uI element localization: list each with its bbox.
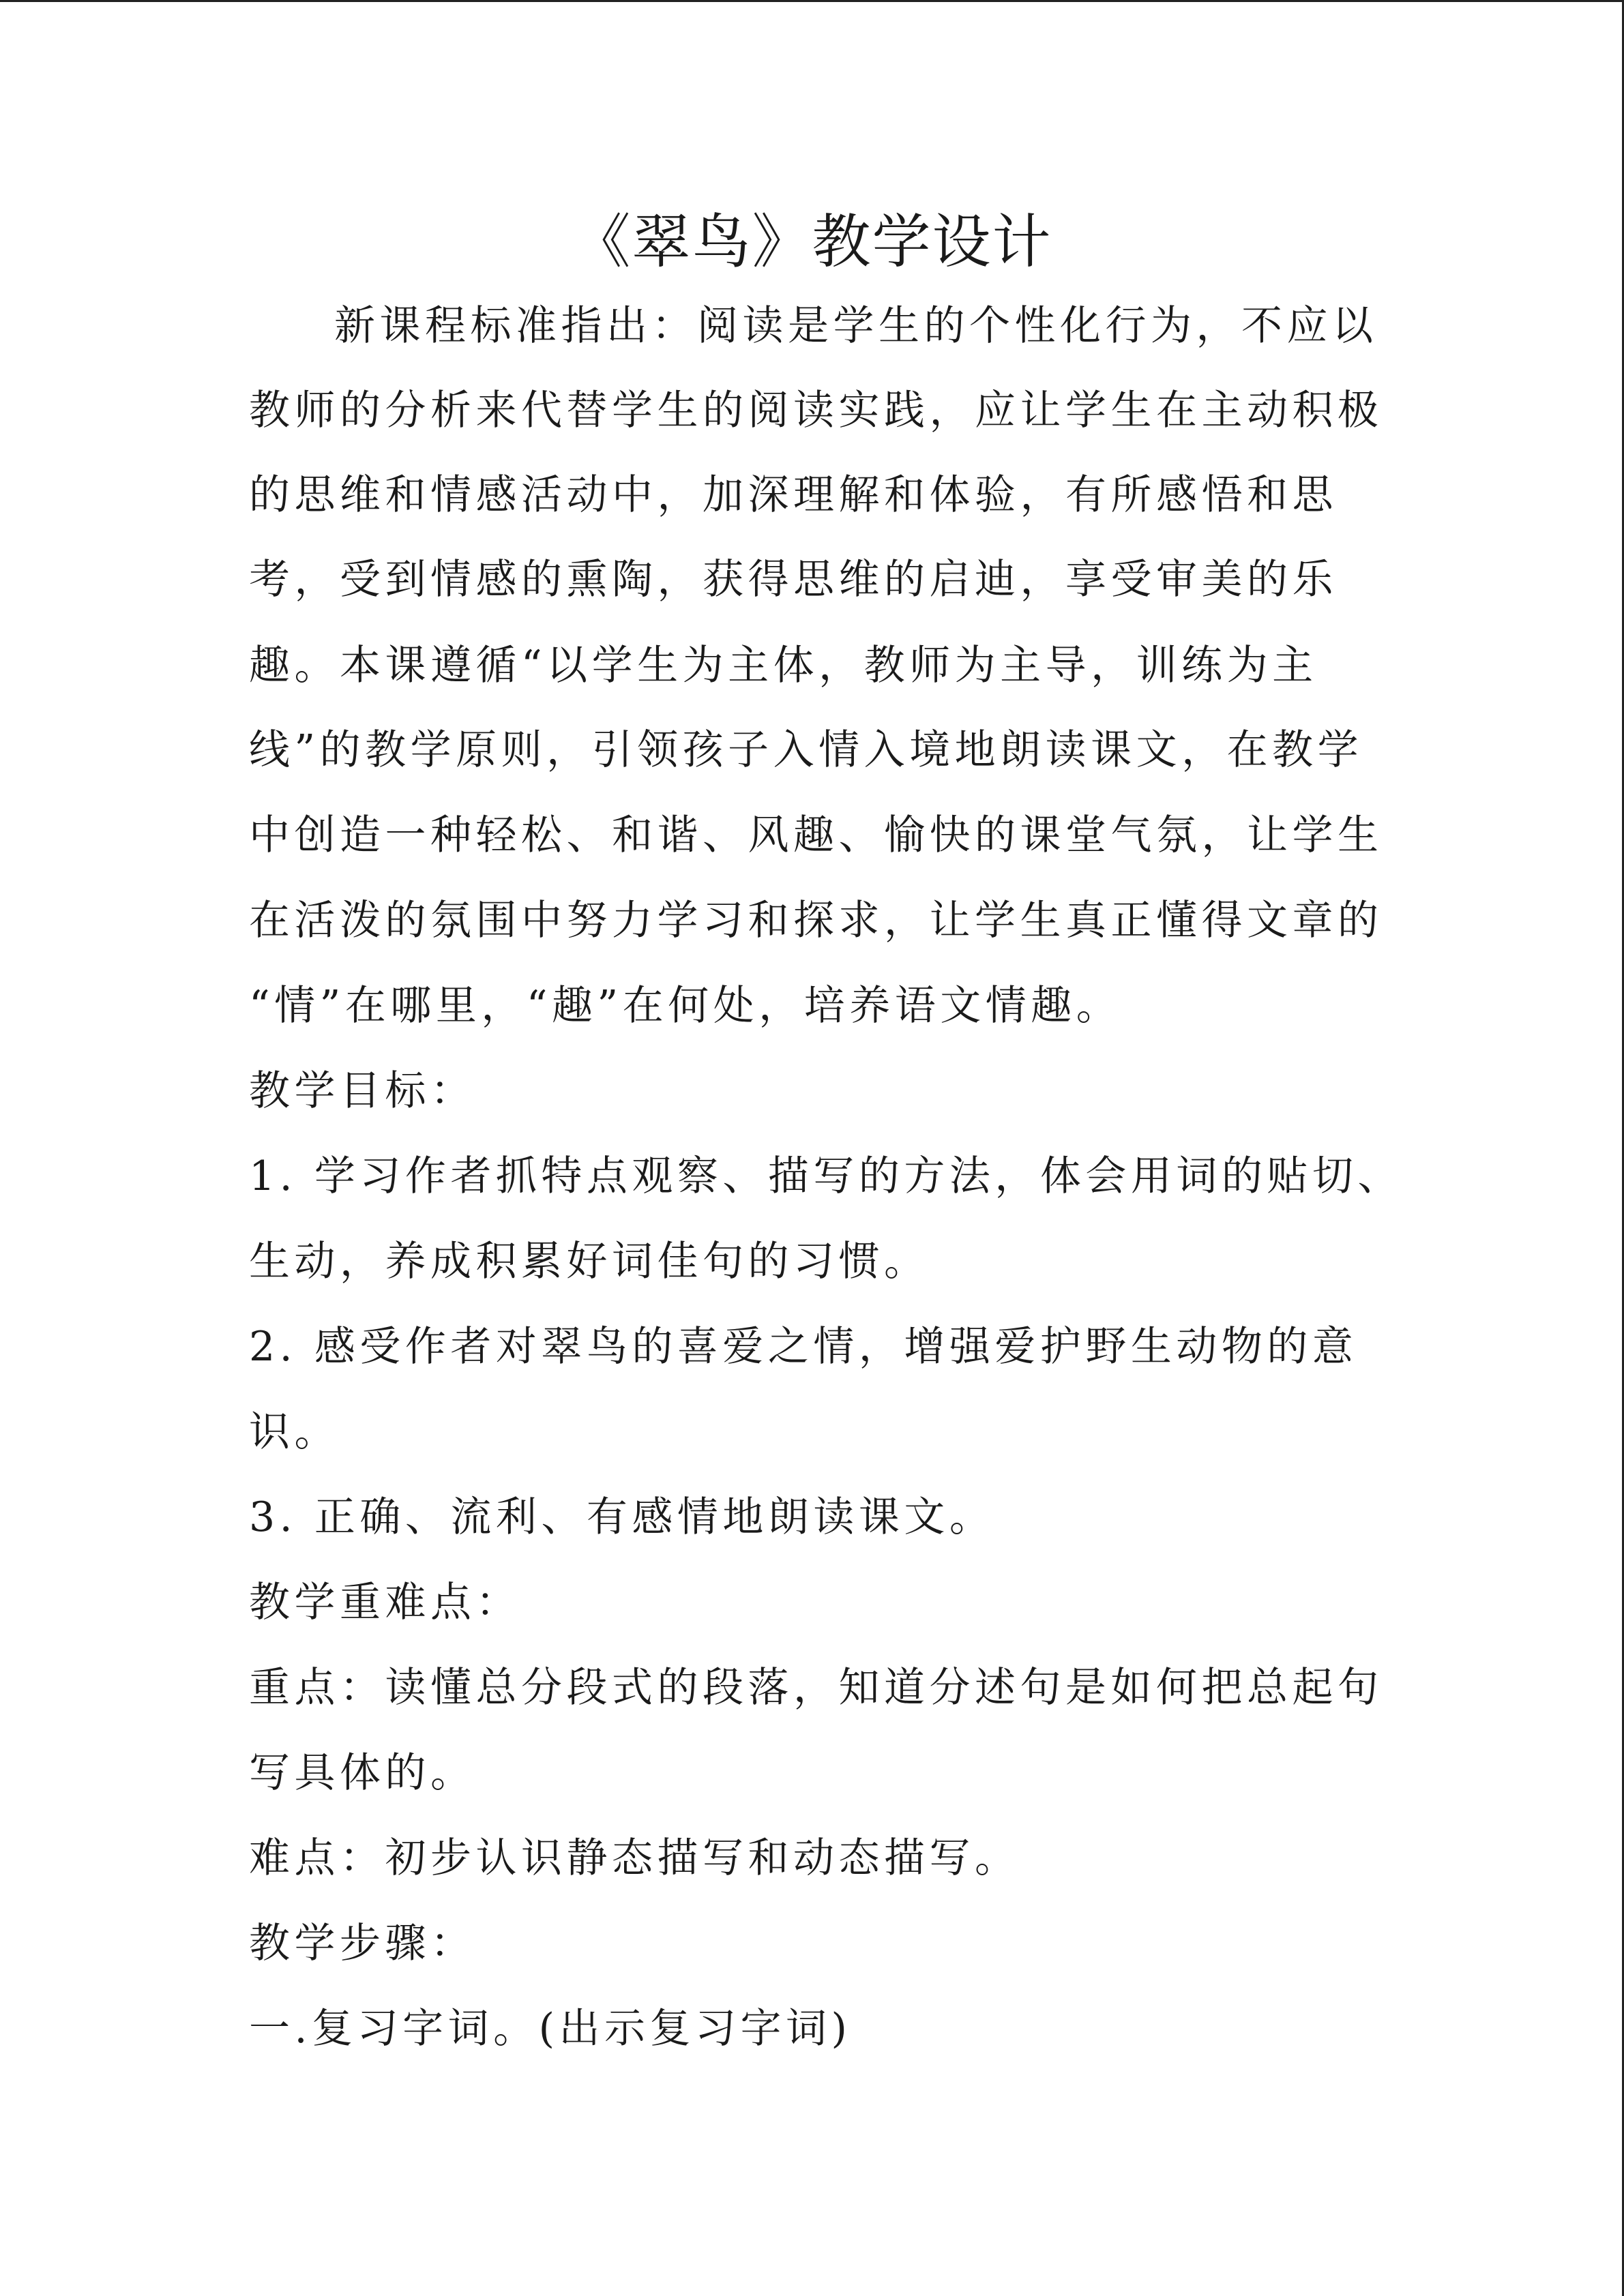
steps-heading: 教学步骤： <box>249 1920 476 1967</box>
goal-2-line-1: 2. 感受作者对翠鸟的喜爱之情，增强爱护野生动物的意 <box>249 1323 1358 1371</box>
intro-line-1: 新课程标准指出：阅读是学生的个性化行为，不应以 <box>334 302 1378 350</box>
intro-line-3: 的思维和情感活动中，加深理解和体验，有所感悟和思 <box>249 471 1338 519</box>
intro-line-2: 教师的分析来代替学生的阅读实践，应让学生在主动积极 <box>249 387 1383 434</box>
intro-line-4: 考，受到情感的熏陶，获得思维的启迪，享受审美的乐 <box>249 556 1338 603</box>
goal-1-line-2: 生动，养成积累好词佳句的习惯。 <box>249 1238 930 1285</box>
top-border-line <box>0 0 1624 2</box>
key-heading: 教学重难点： <box>249 1579 521 1626</box>
goals-heading: 教学目标： <box>249 1067 476 1115</box>
goal-2-line-2: 识。 <box>249 1408 340 1456</box>
intro-line-6: 线”的教学原则，引领孩子入情入境地朗读课文，在教学 <box>249 726 1363 774</box>
intro-line-8: 在活泼的氛围中努力学习和探求，让学生真正懂得文章的 <box>249 897 1383 944</box>
intro-line-5: 趣。本课遵循“以学生为主体，教师为主导，训练为主 <box>249 642 1318 689</box>
intro-line-9: “情”在哪里，“趣”在何处，培养语文情趣。 <box>249 982 1122 1030</box>
key-point-line-2: 写具体的。 <box>249 1749 476 1797</box>
key-point-line-1: 重点：读懂总分段式的段落，知道分述句是如何把总起句 <box>249 1664 1383 1712</box>
goal-1-line-1: 1. 学习作者抓特点观察、描写的方法，体会用词的贴切、 <box>249 1152 1403 1200</box>
goal-3: 3. 正确、流利、有感情地朗读课文。 <box>249 1493 995 1541</box>
difficulty: 难点：初步认识静态描写和动态描写。 <box>249 1834 1020 1882</box>
step-1: 一.复习字词。(出示复习字词) <box>249 2005 852 2053</box>
intro-line-7: 中创造一种轻松、和谐、风趣、愉快的课堂气氛，让学生 <box>249 811 1383 859</box>
document-title: 《翠鸟》教学设计 <box>572 208 1052 276</box>
